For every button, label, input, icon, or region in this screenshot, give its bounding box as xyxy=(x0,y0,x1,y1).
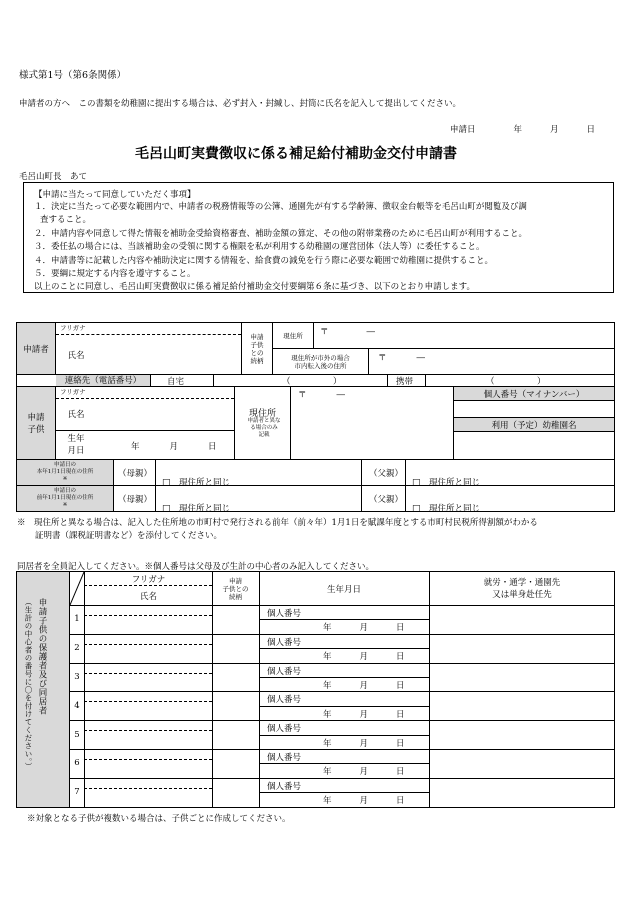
household-dob-field[interactable]: 年 月 日 xyxy=(323,796,405,807)
household-work-field[interactable] xyxy=(430,635,614,662)
household-dob-header: 生年月日 xyxy=(326,584,361,595)
household-intro: 同居者を全員記入してください。※個人番号は父母及び生計の中心者のみ記入してください。 xyxy=(17,562,375,572)
household-mynumber-label: 個人番号 xyxy=(267,637,302,648)
father-same-checkbox-2[interactable]: □ 現住所と同じ xyxy=(412,504,481,514)
addressee: 毛呂山町長 あて xyxy=(19,172,88,182)
household-side-label: 申請子供の保護者及び同居者 （生計の中心者の番号に〇を付けてください。） xyxy=(24,598,47,771)
household-row-number: 2 xyxy=(74,643,80,654)
child-mynumber-field[interactable] xyxy=(454,401,614,417)
child-address-label: 現住所 xyxy=(249,409,277,419)
child-address-field[interactable]: 〒 ― xyxy=(298,390,346,400)
child-dob-label: 生年 月日 xyxy=(67,434,85,456)
header-diagonal xyxy=(70,572,84,605)
household-mynumber-field[interactable] xyxy=(300,721,428,733)
household-name-field[interactable] xyxy=(85,789,212,806)
household-name-field[interactable] xyxy=(85,731,212,748)
household-row-number: 7 xyxy=(74,787,80,798)
household-work-field[interactable] xyxy=(430,721,614,748)
household-dob-field[interactable]: 年 月 日 xyxy=(323,652,405,663)
note-income-certificate: ※ 現住所と異なる場合は、記入した住所地の市町村で発行される前年（前々年）1月1日を賦課年度とする市町村民税所得割額がわかる xyxy=(17,518,538,528)
kindergarten-label: 利用（予定）幼稚園名 xyxy=(454,418,614,431)
household-mynumber-label: 個人番号 xyxy=(267,609,302,619)
consent-heading: 【申請に当たって同意していただく事項】 xyxy=(34,190,196,200)
household-dob-field[interactable]: 年 月 日 xyxy=(323,709,405,720)
applicant-address-label: 現住所 xyxy=(283,331,303,340)
child-name-label: 氏名 xyxy=(67,410,85,420)
mother-label-2: （母親） xyxy=(118,495,153,505)
home-phone-field[interactable]: （ ） xyxy=(282,377,342,387)
household-dob-field[interactable]: 年 月 日 xyxy=(323,681,405,691)
consent-item: ３．委任払の場合には、当該補助金の受領に関する権限を私が利用する幼稚園の運営団体（法人等）に委任すること。 xyxy=(34,242,485,252)
home-label: 自宅 xyxy=(167,377,185,387)
household-relation-field[interactable] xyxy=(213,664,258,691)
applicant-address-field[interactable]: 〒 ― xyxy=(320,327,376,337)
household-row-number: 1 xyxy=(74,614,80,625)
household-row-number: 5 xyxy=(74,729,80,740)
household-relation-field[interactable] xyxy=(213,779,258,806)
consent-item: ４．申請書等に記載した内容や補助決定に関する情報を、給食費の減免を行う際に必要な範囲で幼稚園に提供すること。 xyxy=(34,256,494,266)
child-name-field[interactable] xyxy=(96,399,234,429)
household-work-field[interactable] xyxy=(430,779,614,806)
household-relation-field[interactable] xyxy=(213,692,258,719)
household-dob-field[interactable]: 年 月 日 xyxy=(323,738,405,749)
household-name-field[interactable] xyxy=(85,674,212,691)
notice-text: 申請者の方へ この書類を幼稚園に提出する場合は、必ず封入・封緘し、封筒に氏名を記入して提出してください。 xyxy=(19,99,462,109)
household-row-number: 4 xyxy=(74,700,80,711)
father-same-checkbox-1[interactable]: □ 現住所と同じ xyxy=(412,478,481,488)
mother-same-checkbox-1[interactable]: □ 現住所と同じ xyxy=(162,478,231,488)
household-mynumber-field[interactable] xyxy=(300,750,428,762)
household-dob-field[interactable]: 年 月 日 xyxy=(323,767,405,778)
child-address-note: 申請者と異な る場合のみ 記載 xyxy=(247,418,281,438)
father-label-1: （父親） xyxy=(369,469,404,479)
applicant-name-field[interactable] xyxy=(96,336,241,374)
household-mynumber-field[interactable] xyxy=(300,692,428,704)
consent-item: １．決定に当たって必要な範囲内で、申請者の税務情報等の公簿、通園先が有する学齢簿、徴収金台帳等を毛呂山町が閲覧及び調 xyxy=(34,202,527,212)
mother-same-checkbox-2[interactable]: □ 現住所と同じ xyxy=(162,504,231,514)
household-relation-field[interactable] xyxy=(213,635,258,662)
household-mynumber-label: 個人番号 xyxy=(267,666,302,677)
household-name-field[interactable] xyxy=(85,616,212,633)
consent-item: ５．要綱に規定する内容を遵守すること。 xyxy=(34,269,196,279)
household-row-number: 6 xyxy=(74,758,80,769)
note-multiple-children: ※対象となる子供が複数いる場合は、子供ごとに作成してください。 xyxy=(27,814,291,824)
household-mynumber-label: 個人番号 xyxy=(267,753,302,763)
note-income-certificate-2: 証明書（課税証明書など）を添付してください。 xyxy=(35,531,223,541)
mother-label-1: （母親） xyxy=(118,469,153,479)
household-mynumber-field[interactable] xyxy=(300,664,428,676)
consent-item: ２．申請内容や同意して得た情報を補助金受給資格審査、補助金額の算定、その他の附帯業務のために毛呂山町が利用すること。 xyxy=(34,229,528,239)
kindergarten-field[interactable] xyxy=(454,432,614,459)
household-work-field[interactable] xyxy=(430,664,614,691)
household-name-field[interactable] xyxy=(85,760,212,777)
child-label: 申請 子供 xyxy=(27,413,45,435)
household-name-field[interactable] xyxy=(85,702,212,719)
household-work-field[interactable] xyxy=(430,606,614,633)
applicant-relation-label: 申請 子供 との 続柄 xyxy=(250,333,264,365)
child-furigana-label: フリガナ xyxy=(60,388,86,396)
outside-address-label: 現住所が市外の場合 市内転入後の住所 xyxy=(291,353,350,370)
residence-last-year-label: 申請日の 前年1月1日現在の住所 ※ xyxy=(36,488,94,508)
form-number: 様式第1号（第6条関係） xyxy=(19,70,127,81)
consent-closing: 以上のことに同意し、毛呂山町実費徴収に係る補足給付補助金交付要綱第６条に基づき、以下のとおり申請します。 xyxy=(34,282,475,292)
child-dob-field[interactable]: 年 月 日 xyxy=(131,442,217,452)
household-furigana-header: フリガナ xyxy=(131,574,166,585)
father-label-2: （父親） xyxy=(369,495,404,505)
mobile-phone-field[interactable]: （ ） xyxy=(486,377,546,387)
household-mynumber-label: 個人番号 xyxy=(267,695,302,706)
household-relation-field[interactable] xyxy=(213,721,258,748)
page-title: 毛呂山町実費徴収に係る補足給付補助金交付申請書 xyxy=(135,146,457,162)
residence-this-year-label: 申請日の 本年1月1日現在の住所 ※ xyxy=(36,462,94,482)
household-work-field[interactable] xyxy=(430,750,614,777)
outside-address-field[interactable]: 〒 ― xyxy=(378,353,426,363)
household-relation-header: 申請 子供との 続柄 xyxy=(222,576,249,601)
household-mynumber-field[interactable] xyxy=(300,635,428,647)
applicant-name-label: 氏名 xyxy=(67,351,85,361)
mynumber-label: 個人番号（マイナンバー） xyxy=(454,387,614,400)
household-row-number: 3 xyxy=(74,671,80,682)
household-mynumber-label: 個人番号 xyxy=(267,724,302,735)
household-mynumber-field[interactable] xyxy=(300,779,428,791)
household-work-field[interactable] xyxy=(430,692,614,719)
household-mynumber-field[interactable] xyxy=(300,606,428,618)
household-relation-field[interactable] xyxy=(213,750,258,777)
household-relation-field[interactable] xyxy=(213,606,258,633)
household-dob-field[interactable]: 年 月 日 xyxy=(323,623,405,634)
household-mynumber-label: 個人番号 xyxy=(267,781,302,792)
household-work-header: 就労・通学・通園先 又は単身赴任先 xyxy=(483,577,561,600)
household-name-field[interactable] xyxy=(85,645,212,662)
household-name-header: 氏名 xyxy=(139,591,157,602)
consent-item: 査すること。 xyxy=(40,215,92,225)
application-date[interactable]: 申請日 年 月 日 xyxy=(450,125,596,135)
applicant-label: 申請者 xyxy=(23,344,49,355)
mobile-label: 携帯 xyxy=(396,377,414,387)
contact-label: 連絡先（電話番号） xyxy=(64,376,142,386)
applicant-furigana-label: フリガナ xyxy=(60,324,86,332)
